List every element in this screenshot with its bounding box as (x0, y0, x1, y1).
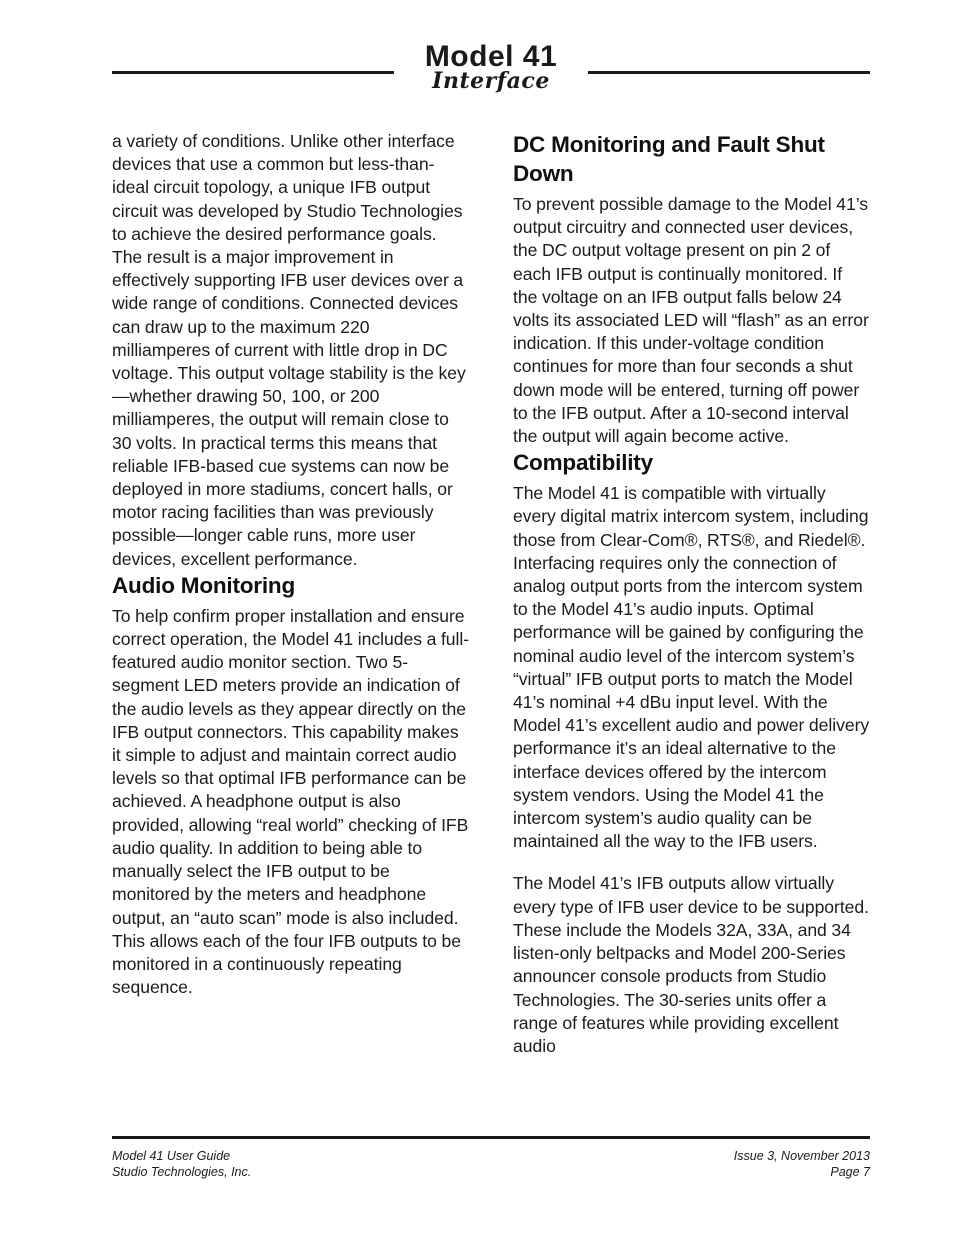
product-logo (381, 42, 601, 92)
footer-rule (112, 1136, 870, 1139)
header-rule-left (112, 71, 394, 74)
footer-page-number: Page 7 (830, 1165, 870, 1179)
logo-title: Model 41 (424, 40, 558, 73)
heading-audio-monitoring: Audio Monitoring (112, 572, 295, 598)
page-footer (112, 1136, 870, 1180)
page-content (112, 130, 870, 1110)
left-column (112, 130, 470, 999)
heading-compatibility: Compatibility (513, 450, 653, 476)
compatibility-paragraph-1: The Model 41 is compatible with virtually every digital matrix intercom system, including those from Clear-Com®, RTS®, and Riedel®. Interfacing requires only the connection of analog output ports from the intercom system to the Model 41’s audio inputs. Optimal performance will be gained by configuring the nominal audio level of the intercom system’s “virtual” IFB output ports to match the Model 41’s nominal +4 dBu input level. With the Model 41’s excellent audio and power delivery performance it’s an ideal alternative to the interface devices offered by the intercom system vendors. Using the Model 41 the intercom system’s audio quality can be maintained all the way to the IFB users. (513, 483, 870, 852)
footer-company-name: Studio Technologies, Inc. (112, 1165, 252, 1179)
compatibility-paragraph-2: The Model 41’s IFB outputs allow virtually every type of IFB user device to be supported. These include the Models 32A, 33A, and 34 listen-only beltpacks and Model 200-Series announcer console products from Studio Technologies. The 30-series units offer a range of features while providing excellent audio (513, 873, 869, 1056)
footer-document-title: Model 41 User Guide (112, 1149, 231, 1163)
audio-monitoring-paragraph: To help confirm proper installation and ensure correct operation, the Model 41 includes a full-featured audio monitor section. Two 5-segment LED meters provide an indication of the audio levels as they appear directly on the IFB output connectors. This capability makes it simple to adjust and maintain correct audio levels so that optimal IFB performance can be achieved. A headphone output is also provided, allowing “real world” checking of IFB audio quality. In addition to being able to manually select the IFB output to be monitored by the meters and headphone output, an “auto scan” mode is also included. This allows each of the four IFB outputs to be monitored in a continuously repeating sequence. (112, 605, 470, 998)
footer-left-block (112, 1148, 251, 1180)
footer-columns (112, 1148, 870, 1180)
dc-monitoring-paragraph: To prevent possible damage to the Model 41’s output circuitry and connected user devices, the DC output voltage present on pin 2 of each IFB output is continually monitored. If the voltage on an IFB output falls below 24 volts its associated LED will “flash” as an error indication. If this under-voltage condition continues for more than four seconds a shut down mode will be entered, turning off power to the IFB output. After a 10-second interval the output will again become active. (513, 194, 869, 447)
page-header (112, 42, 870, 108)
continued-paragraph: a variety of conditions. Unlike other interface devices that use a common but less-than-ideal circuit topology, a unique IFB output circuit was developed by Studio Technologies to achieve the desired performance goals. The result is a major improvement in effectively supporting IFB user devices over a wide range of conditions. Connected devices can draw up to the maximum 220 milliamperes of current with little drop in DC voltage. This output voltage stability is the key—whether drawing 50, 100, or 200 milliamperes, the output will remain close to 30 volts. In practical terms this means that reliable IFB-based cue systems can now be deployed in more stadiums, concert halls, or motor racing facilities than was previously possible—longer cable runs, more user devices, excellent performance. (112, 131, 466, 569)
header-rule-right (588, 71, 870, 74)
right-column (513, 130, 871, 1058)
footer-right-block (734, 1148, 870, 1180)
logo-subtitle: Interface (432, 68, 550, 94)
heading-dc-monitoring-and-fault-shut-down: DC Monitoring and Fault Shut Down (513, 132, 825, 186)
footer-issue-date: Issue 3, November 2013 (733, 1149, 870, 1163)
